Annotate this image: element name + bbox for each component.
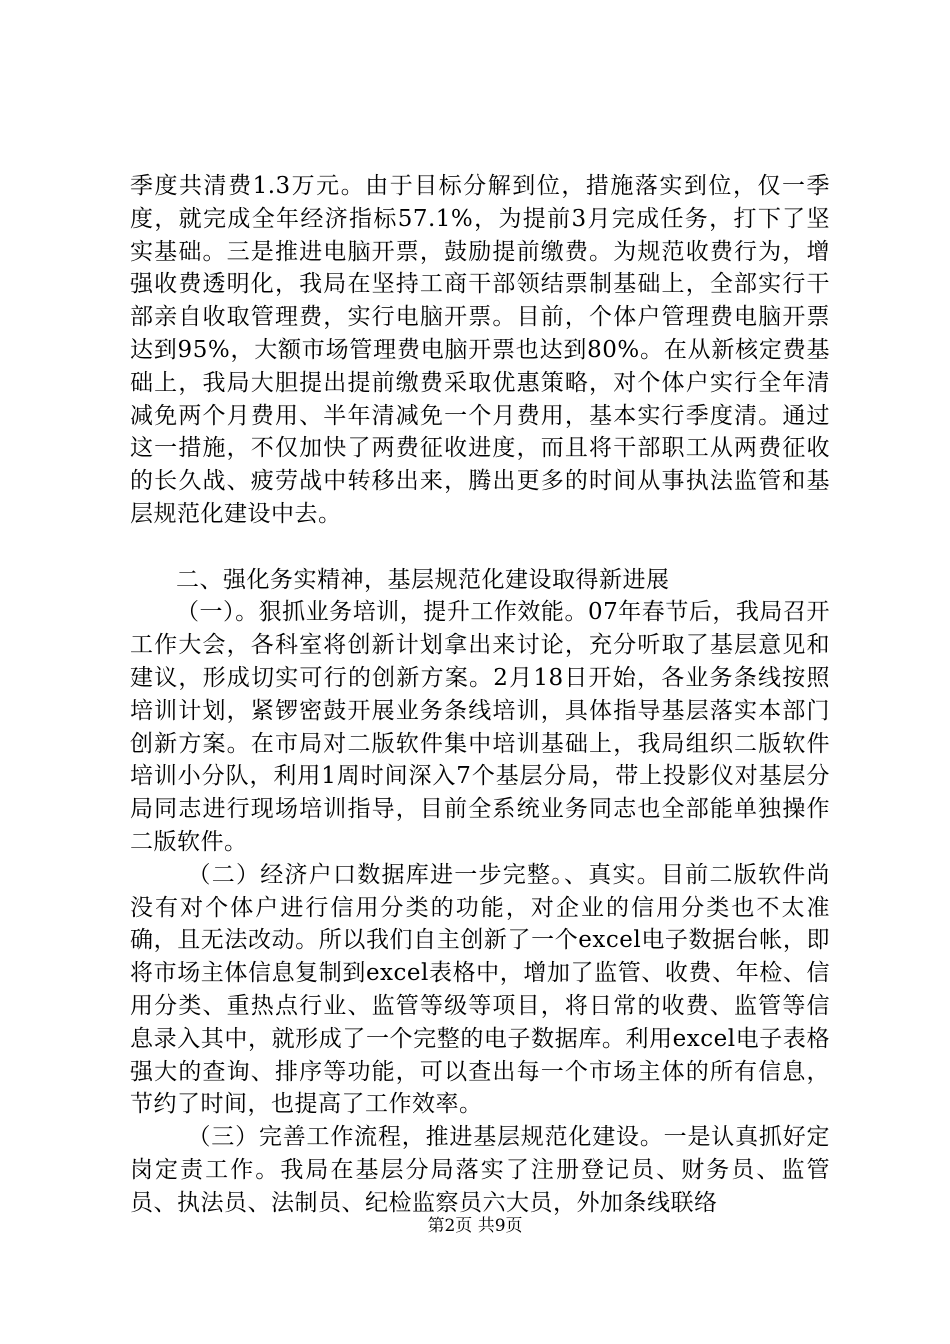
section-heading-two: 二、强化务实精神，基层规范化建设取得新进展 — [176, 566, 670, 593]
paragraph-database: （二）经济户口数据库进一步完整。、真实。目前二版软件尚没有对个体户进行信用分类的功能，对企业的信用分类也不太准确，且无法改动。所以我们自主创新了一个excel电子数据台帐，即将市场主体信息复制到excel表格中，增加了监管、收费、年检、信用分类、重热点行业、监管等级等项目，将日常的收费、监管等信息录入其中，就形成了一个完整的电子数据库。利用excel电子表格强大的查询、排序等功能，可以查出每一个市场主体的所有信息，节约了时间，也提高了工作效率。 — [130, 861, 830, 1118]
paragraph-spacer — [130, 531, 830, 564]
document-body — [130, 170, 830, 1220]
paragraph-workflow: （三）完善工作流程，推进基层规范化建设。一是认真抓好定岗定责工作。我局在基层分局落实了注册登记员、财务员、监管员、执法员、法制员、纪检监察员六大员，外加条线联络 — [130, 1124, 830, 1216]
paragraph-training: （一）。狠抓业务培训，提升工作效能。07年春节后，我局召开工作大会，各科室将创新计划拿出来讨论，充分听取了基层意见和建议，形成切实可行的创新方案。2月18日开始，各业务条线按照培训计划，紧锣密鼓开展业务条线培训，具体指导基层落实本部门创新方案。在市局对二版软件集中培训基础上，我局组织二版软件培训小分队，利用1周时间深入7个基层分局，带上投影仪对基层分局同志进行现场培训指导，目前全系统业务同志也全部能单独操作二版软件。 — [130, 599, 830, 855]
paragraph-fee-collection: 季度共清费1.3万元。由于目标分解到位，措施落实到位，仅一季度，就完成全年经济指标57.1%，为提前3月完成任务，打下了坚实基础。三是推进电脑开票，鼓励提前缴费。为规范收费行为，增强收费透明化，我局在坚持工商干部领结票制基础上，全部实行干部亲自收取管理费，实行电脑开票。目前，个体户管理费电脑开票达到95%，大额市场管理费电脑开票也达到80%。在从新核定费基础上，我局大胆提出提前缴费采取优惠策略，对个体户实行全年清减免两个月费用、半年清减免一个月费用，基本实行季度清。通过这一措施，不仅加快了两费征收进度，而且将干部职工从两费征收的长久战、疲劳战中转移出来，腾出更多的时间从事执法监管和基层规范化建设中去。 — [130, 173, 830, 527]
page-footer: 第2页 共9页 — [427, 1216, 523, 1236]
